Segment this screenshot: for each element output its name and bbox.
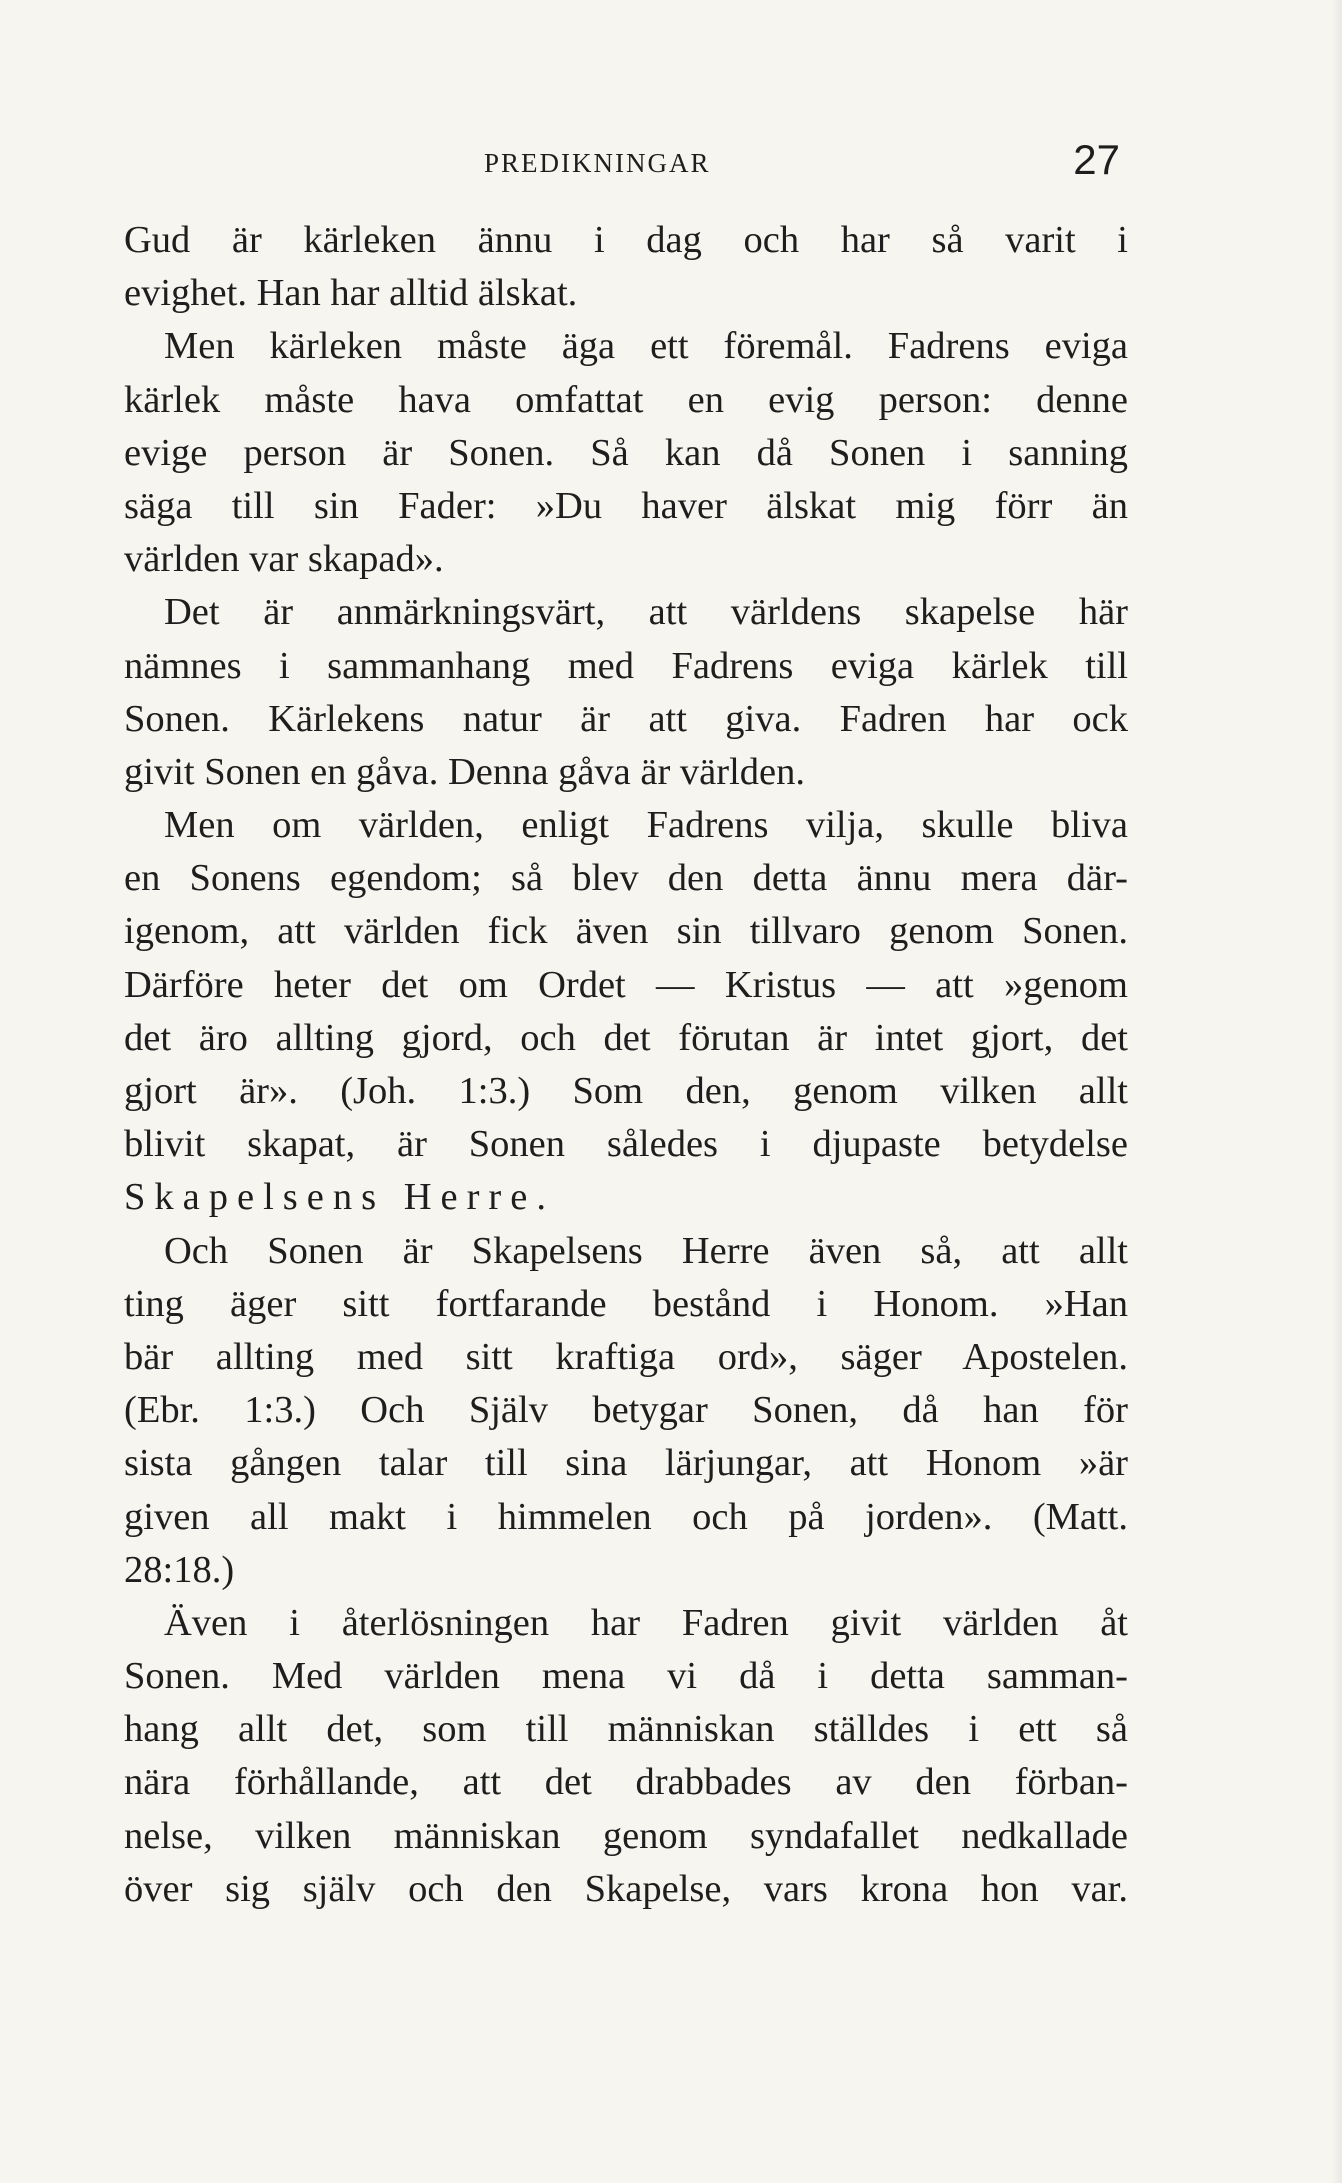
text-line: nära förhållande, att det drabbades av den förban- xyxy=(124,1761,1128,1804)
text-line: Och Sonen är Skapelsens Herre även så, att allt xyxy=(164,1229,1128,1272)
body-text xyxy=(124,214,1128,1916)
text-line: nelse, vilken människan genom syndafallet nedkallade xyxy=(124,1814,1128,1857)
text-line: givit Sonen en gåva. Denna gåva är världen. xyxy=(124,750,805,793)
text-line: sista gången talar till sina lärjungar, att Honom »är xyxy=(124,1442,1128,1485)
text-line: Men om världen, enligt Fadrens vilja, skulle bliva xyxy=(164,804,1128,847)
text-line: Gud är kärleken ännu i dag och har så varit i xyxy=(124,219,1128,261)
text-line: blivit skapat, är Sonen således i djupaste betydelse xyxy=(124,1123,1128,1166)
text-line: 28:18.) xyxy=(124,1548,235,1591)
text-line: hang allt det, som till människan ställdes i ett så xyxy=(124,1708,1128,1751)
text-line: en Sonens egendom; så blev den detta ännu mera där- xyxy=(124,857,1128,900)
text-line: Det är anmärkningsvärt, att världens skapelse här xyxy=(164,591,1128,634)
text-line: världen var skapad». xyxy=(124,538,444,581)
text-line: igenom, att världen fick även sin tillvaro genom Sonen. xyxy=(124,910,1128,953)
running-head: PREDIKNINGAR xyxy=(484,148,711,178)
page-edge-shadow xyxy=(1332,0,1342,2183)
text-line: Sonen. Med världen mena vi då i detta samman- xyxy=(124,1655,1128,1698)
text-line: Sonen. Kärlekens natur är att giva. Fadren har ock xyxy=(124,697,1128,740)
text-line-emphasized: Skapelsens Herre. xyxy=(124,1176,555,1219)
text-line: Därföre heter det om Ordet — Kristus — att »genom xyxy=(124,963,1128,1006)
text-line: Även i återlösningen har Fadren givit världen åt xyxy=(164,1601,1128,1644)
text-line: (Ebr. 1:3.) Och Själv betygar Sonen, då han för xyxy=(124,1389,1128,1432)
text-line: bär allting med sitt kraftiga ord», säger Apostelen. xyxy=(124,1335,1128,1378)
text-line: kärlek måste hava omfattat en evig person: denne xyxy=(124,378,1128,421)
page-number: 27 xyxy=(1073,136,1120,183)
text-line: evighet. Han har alltid älskat. xyxy=(124,272,578,315)
text-line: det äro allting gjord, och det förutan är intet gjort, det xyxy=(124,1016,1128,1059)
text-line: gjort är». (Joh. 1:3.) Som den, genom vilken allt xyxy=(124,1070,1128,1112)
text-line: evige person är Sonen. Så kan då Sonen i sanning xyxy=(124,431,1128,474)
text-line: Men kärleken måste äga ett föremål. Fadrens eviga xyxy=(164,325,1128,368)
text-line: given all makt i himmelen och på jorden». (Matt. xyxy=(124,1495,1128,1538)
text-line: över sig själv och den Skapelse, vars krona hon var. xyxy=(124,1867,1128,1910)
text-line: säga till sin Fader: »Du haver älskat mig förr än xyxy=(124,484,1128,527)
text-line: nämnes i sammanhang med Fadrens eviga kärlek till xyxy=(124,644,1128,687)
text-line: ting äger sitt fortfarande bestånd i Honom. »Han xyxy=(124,1282,1128,1325)
